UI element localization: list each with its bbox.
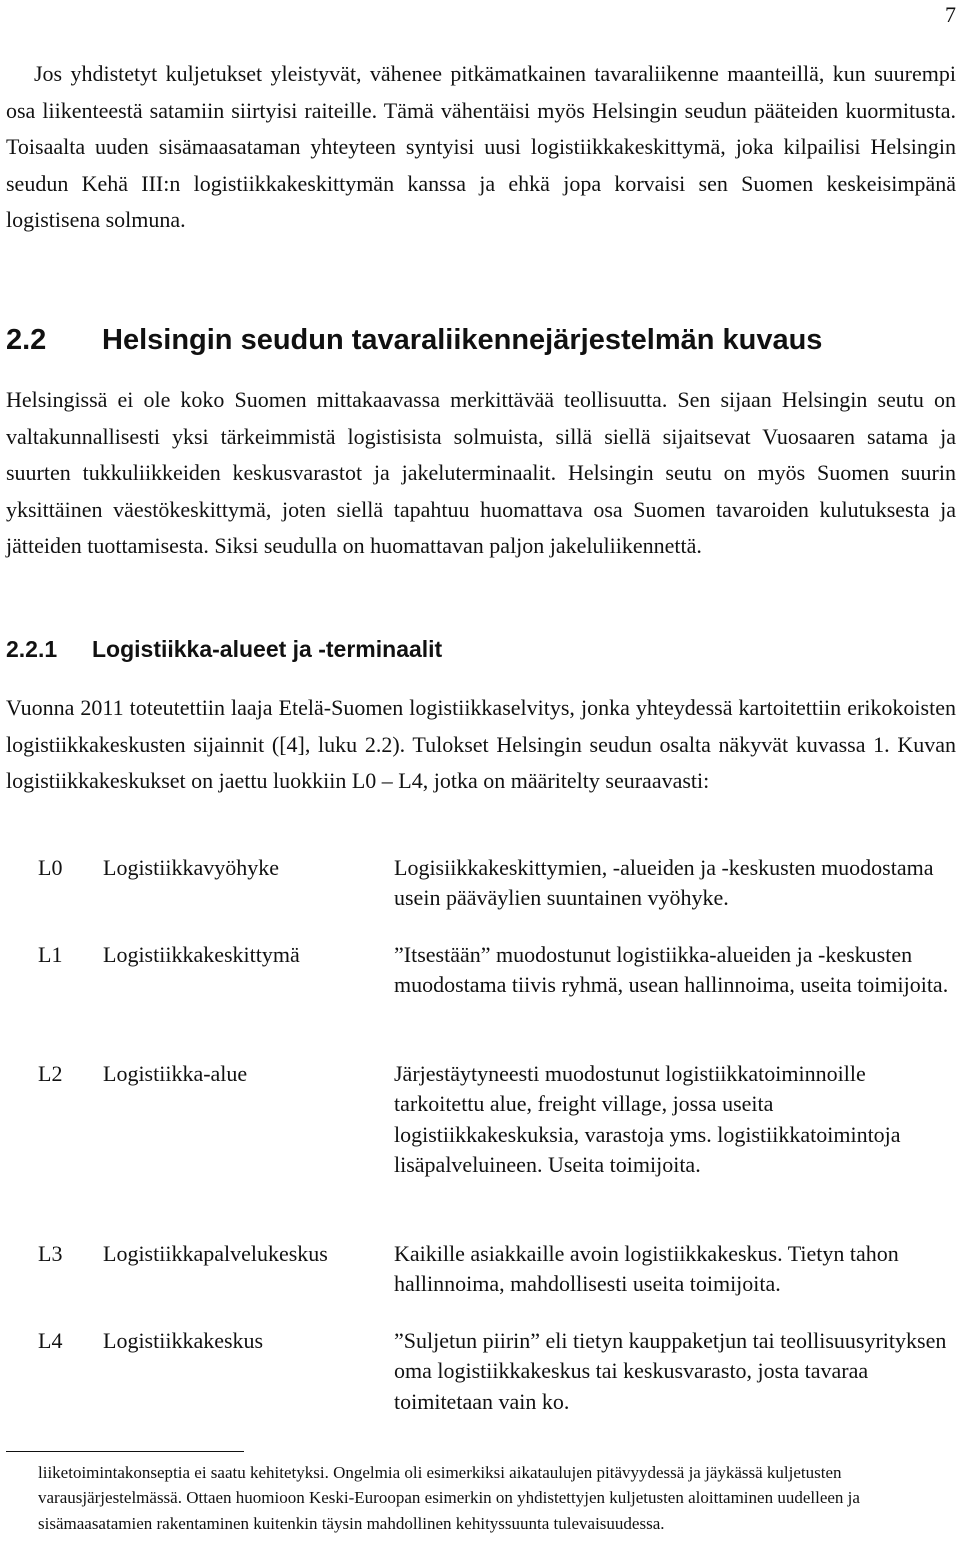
section-title: Helsingin seudun tavaraliikennejärjestelmän kuvaus — [102, 324, 823, 356]
definition-term: Logistiikkakeskus — [103, 1328, 264, 1353]
definition-code: L4 — [38, 1328, 63, 1353]
footnote-text: liiketoimintakonseptia ei saatu kehitetyksi. Ongelmia oli esimerkiksi aikataulujen pitävyydessä ja jäykässä kuljetusten varausjärjestelmässä. Ottaen huomioon Keski-Euroopan esimerkin on yhdistettyjen kuljetusten aloittaminen uudelleen ja sisämaasatamien rakentaminen kuitenkin täysin mahdollinen kehityssuunta tulevaisuudessa. — [38, 1463, 860, 1533]
definition-term: Logistiikkavyöhyke — [103, 855, 279, 880]
page-number: 7 — [945, 2, 956, 27]
intro-paragraph: Jos yhdistetyt kuljetukset yleistyvät, vähenee pitkämatkainen tavaraliikenne maanteillä, kun suurempi osa liikenteestä satamiin siirtyisi raiteille. Tämä vähentäisi myös Helsingin seudun pääteiden kuormitusta. Toisaalta uuden sisämaasataman yhteyteen syntyisi uusi logistiikkakeskittymä, joka kilpailisi Helsingin seudun Kehä III:n logistiikkakeskittymän kanssa ja ehkä jopa korvaisi sen Suomen keskeisimpänä logistisena solmuna. — [6, 61, 956, 233]
section-2-2-1-paragraph: Vuonna 2011 toteutettiin laaja Etelä-Suomen logistiikkaselvitys, jonka yhteydessä kartoitettiin erikokoisten logistiikkakeskusten sijainnit ([4], luku 2.2). Tulokset Helsingin seudun osalta näkyvät kuvassa 1. Kuvan logistiikkakeskukset on jaettu luokkiin L0 – L4, jotka on määritelty seuraavasti: — [6, 695, 956, 794]
section-number: 2.2 — [6, 324, 47, 356]
definition-description: Logisiikkakeskittymien, -alueiden ja -keskusten muodostama usein pääväylien suuntainen vyöhyke. — [394, 855, 934, 911]
definition-code: L0 — [38, 855, 63, 880]
footnote-separator — [6, 1451, 244, 1452]
definition-term: Logistiikka-alue — [103, 1061, 248, 1086]
definition-term: Logistiikkapalvelukeskus — [103, 1241, 328, 1266]
section-heading-2-2 — [6, 320, 822, 360]
definition-code: L2 — [38, 1061, 63, 1086]
subsection-number: 2.2.1 — [6, 636, 58, 662]
definition-description: Kaikille asiakkaille avoin logistiikkakeskus. Tietyn tahon hallinnoima, mahdollisesti useita toimijoita. — [394, 1241, 899, 1297]
section-heading-2-2-1 — [6, 632, 442, 666]
definition-code: L3 — [38, 1241, 63, 1266]
subsection-title: Logistiikka-alueet ja -terminaalit — [92, 636, 443, 662]
definition-description: Järjestäytyneesti muodostunut logistiikkatoiminnoille tarkoitettu alue, freight village, jossa useita logistiikkakeskuksia, varastoja yms. logistiikkatoimintoja lisäpalveluineen. Useita toimijoita. — [394, 1061, 901, 1178]
definition-description: ”Itsestään” muodostunut logistiikka-alueiden ja -keskusten muodostama tiivis ryhmä, usean hallinnoima, useita toimijoita. — [394, 942, 949, 998]
section-2-2-paragraph: Helsingissä ei ole koko Suomen mittakaavassa merkittävää teollisuutta. Sen sijaan Helsingin seutu on valtakunnallisesti yksi tärkeimmistä logistisista solmuista, sillä siellä sijaitsevat Vuosaaren satama ja suurten tukkuliikkeiden keskusvarastot ja jakeluterminaalit. Helsingin seutu on myös Suomen suurin yksittäinen väestökeskittymä, joten siellä tapahtuu huomattava osa Suomen tavaroiden kulutuksesta ja jätteiden tuottamisesta. Siksi seudulla on huomattavan paljon jakeluliikennettä. — [6, 387, 956, 559]
definition-code: L1 — [38, 942, 63, 967]
definition-description: ”Suljetun piirin” eli tietyn kauppaketjun tai teollisuusyrityksen oma logistiikkakeskus tai keskusvarasto, josta tavaraa toimitetaan vain ko. — [394, 1328, 947, 1414]
definition-term: Logistiikkakeskittymä — [103, 942, 300, 967]
